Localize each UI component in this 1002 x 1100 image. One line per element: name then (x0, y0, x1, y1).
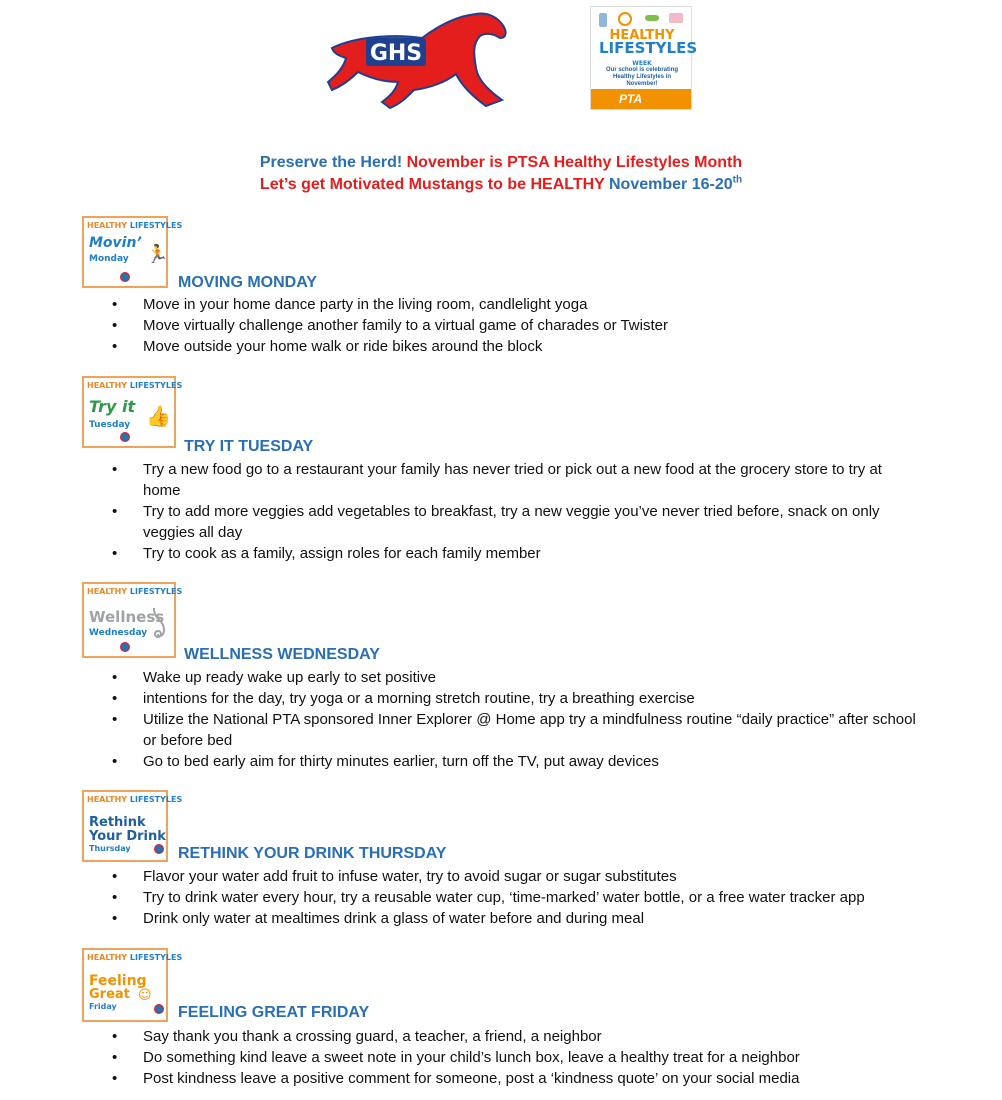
badge-healthy: HEALTHY (87, 381, 128, 390)
list-item: • Flavor your water add fruit to infuse water, try to avoid sugar or sugar substitutes (112, 866, 922, 887)
badge-healthy: HEALTHY (87, 953, 128, 962)
badge-lifestyles: LIFESTYLES (129, 953, 183, 962)
heading-dates-sup: th (732, 174, 743, 186)
lifestyles-word: LIFESTYLES (599, 39, 698, 57)
badge-main-text-2: Great (89, 987, 130, 1002)
ghs-text: GHS (369, 41, 423, 66)
list-item: • intentions for the day, try yoga or a morning stretch routine, try a breathing exercise (112, 688, 922, 709)
section-title: FEELING GREAT FRIDAY (178, 1004, 370, 1021)
mustang-logo (326, 8, 510, 110)
list-item: • Move virtually challenge another family to a virtual game of charades or Twister (112, 315, 922, 336)
smiley-icon: ☺ (138, 988, 152, 1003)
feeling-great-badge (82, 948, 183, 1022)
section-list (112, 294, 922, 357)
list-item: • Move in your home dance party in the living room, candlelight yoga (112, 294, 922, 315)
badge-day-text: Friday (89, 1002, 117, 1011)
heading-preserve: Preserve the Herd! (259, 154, 403, 171)
heading-line-2 (0, 174, 1002, 196)
badge-main-text: Rethink (89, 815, 146, 830)
badge-healthy: HEALTHY (87, 221, 128, 230)
badge-day-text: Tuesday (89, 420, 131, 430)
heading-motivated: Let’s get Motivated Mustangs to be HEALTHY (259, 176, 605, 193)
list-item: • Go to bed early aim for thirty minutes earlier, turn off the TV, put away devices (112, 751, 922, 772)
badge-lifestyles: LIFESTYLES (129, 221, 183, 230)
thumbs-up-icon: 👍 (146, 404, 171, 428)
badge-lifestyles: LIFESTYLES (129, 587, 183, 596)
badge-day-text: Wednesday (89, 628, 148, 638)
heading-dates: November 16-20 (604, 176, 733, 193)
badge-healthy-lifestyles (87, 221, 182, 230)
badge-healthy-lifestyles (87, 953, 182, 962)
badge-day-text: Monday (89, 254, 129, 264)
section-list (112, 667, 922, 772)
pta-seal-icon (120, 272, 130, 282)
list-item: • Wake up ready wake up early to set positive (112, 667, 922, 688)
healthy-lifestyles-week-logo (590, 6, 698, 110)
pta-seal-icon (154, 1004, 164, 1014)
section-list (112, 866, 922, 929)
pta-text: PTA (619, 92, 643, 106)
badge-main-text-2: Your Drink (89, 829, 166, 844)
section-list (112, 1026, 922, 1089)
badge-main-text: Try it (89, 397, 136, 416)
list-item: • Move outside your home walk or ride bikes around the block (112, 336, 922, 357)
badge-healthy-lifestyles (87, 587, 182, 596)
stethoscope-icon (150, 606, 172, 642)
list-item: • Try to drink water every hour, try a reusable water cup, ‘time-marked’ water bottle, or a free water tracker app (112, 887, 922, 908)
badge-lifestyles: LIFESTYLES (129, 381, 183, 390)
list-item: • Try to cook as a family, assign roles for each family member (112, 543, 922, 564)
list-item: • Try a new food go to a restaurant your family has never tried or pick out a new food at the grocery store to try at home (112, 459, 922, 501)
section-title: RETHINK YOUR DRINK THURSDAY (178, 845, 447, 862)
list-item: • Utilize the National PTA sponsored Inner Explorer @ Home app try a mindfulness routine “daily practice” after school or before bed (112, 709, 922, 751)
badge-healthy-lifestyles (87, 381, 182, 390)
heading-month: November is PTSA Healthy Lifestyles Month (402, 154, 743, 171)
list-item: • Try to add more veggies add vegetables to breakfast, try a new veggie you’ve never tried before, snack on only veggies all day (112, 501, 922, 543)
healthy-word: HEALTHY (609, 28, 675, 43)
section-title: MOVING MONDAY (178, 274, 317, 291)
heading-line-1 (0, 152, 1002, 174)
logo-area (0, 0, 1002, 120)
badge-main-text: Feeling (89, 973, 147, 989)
page-heading (0, 152, 1002, 196)
week-word: WEEK (632, 60, 652, 67)
pta-seal-icon (154, 844, 164, 854)
list-item: • Say thank you thank a crossing guard, a teacher, a friend, a neighbor (112, 1026, 922, 1047)
rethink-your-drink-badge (82, 790, 183, 862)
section-title: WELLNESS WEDNESDAY (184, 646, 380, 663)
healthy-lifestyles-subtitle: Our school is celebrating Healthy Lifestyles in November! (605, 67, 679, 87)
section-title: TRY IT TUESDAY (184, 438, 314, 455)
list-item: • Do something kind leave a sweet note in your child’s lunch box, leave a healthy treat for a neighbor (112, 1047, 922, 1068)
badge-main-text: Wellness (89, 608, 165, 626)
badge-day-text: Thursday (89, 844, 131, 853)
section-list (112, 459, 922, 564)
badge-healthy: HEALTHY (87, 587, 128, 596)
fitness-icons (595, 9, 689, 29)
movin-monday-badge (82, 216, 183, 288)
badge-healthy: HEALTHY (87, 795, 128, 804)
pta-seal-icon (120, 432, 130, 442)
pta-bar (591, 89, 691, 109)
badge-healthy-lifestyles (87, 795, 182, 804)
badge-lifestyles: LIFESTYLES (129, 795, 183, 804)
pta-seal-icon (120, 642, 130, 652)
runner-icon: 🏃 (146, 244, 169, 265)
healthy-lifestyles-title (599, 28, 698, 70)
try-it-tuesday-badge (82, 376, 183, 448)
list-item: • Drink only water at mealtimes drink a glass of water before and during meal (112, 908, 922, 929)
list-item: • Post kindness leave a positive comment for someone, post a ‘kindness quote’ on your social media (112, 1068, 922, 1089)
wellness-wednesday-badge (82, 582, 183, 658)
badge-main-text: Movin’ (89, 235, 142, 251)
